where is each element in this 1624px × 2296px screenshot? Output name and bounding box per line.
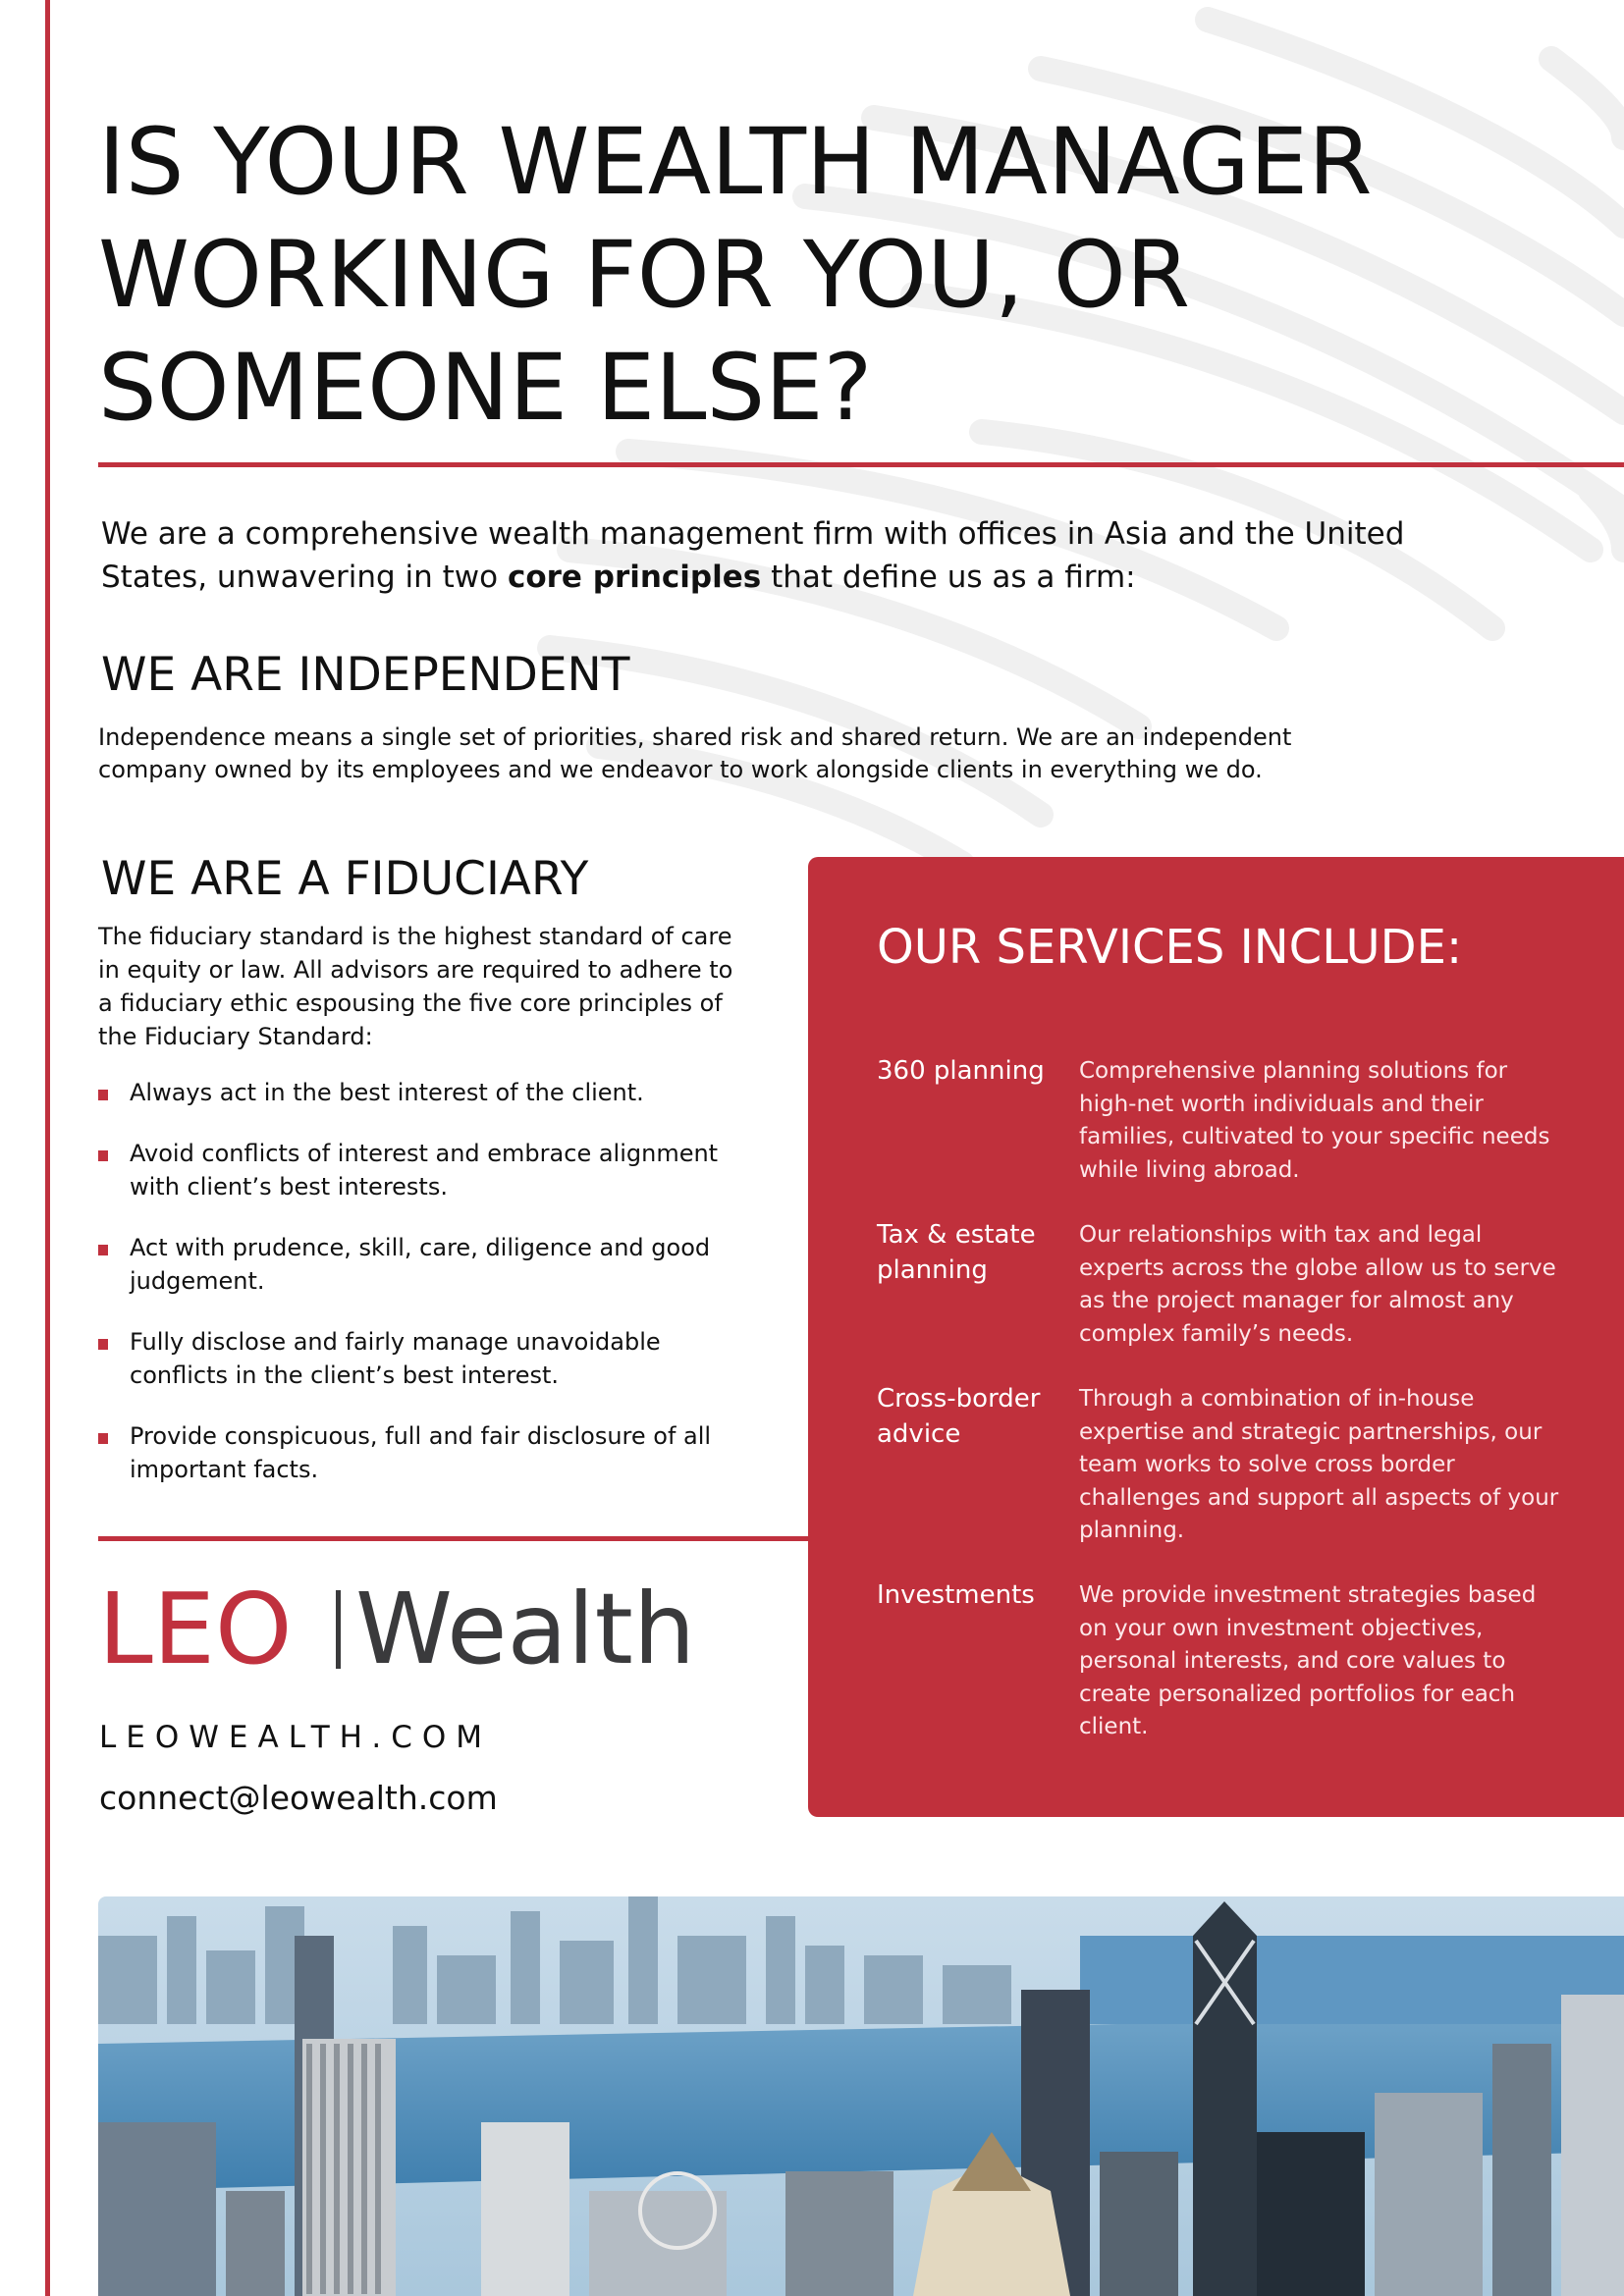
principle-text: Fully disclose and fairly manage unavoidable conflicts in the client’s best interest.	[130, 1328, 661, 1389]
fiduciary-principles-list	[98, 1076, 746, 1514]
website-link[interactable]: LEOWEALTH.COM	[99, 1720, 493, 1755]
fiduciary-heading: WE ARE A FIDUCIARY	[101, 852, 589, 906]
headline	[98, 106, 1522, 445]
fiduciary-text: The fiduciary standard is the highest standard of care in equity or law. All advisors are required to adhere to a fiduciary ethic espousing the five core principles of the Fiduciary Standard:	[98, 923, 733, 1050]
service-name: Cross-border advice	[877, 1384, 1041, 1449]
bullet-square-icon	[98, 1150, 108, 1161]
headline-line-3: SOMEONE ELSE?	[98, 335, 873, 442]
bullet-square-icon	[98, 1245, 108, 1255]
intro-paragraph	[101, 512, 1456, 599]
service-description: Through a combination of in-house expertise and strategic partnerships, our team works to solve cross border challenges and support all aspects of your planning.	[1079, 1386, 1559, 1543]
services-heading: OUR SERVICES INCLUDE:	[877, 920, 1463, 975]
service-name: 360 planning	[877, 1056, 1045, 1086]
principle-text: Avoid conflicts of interest and embrace alignment with client’s best interests.	[130, 1140, 719, 1201]
bullet-square-icon	[98, 1090, 108, 1100]
headline-line-1: IS YOUR WEALTH MANAGER	[98, 109, 1373, 216]
logo-leo-text: LEO	[98, 1580, 293, 1679]
list-item	[98, 1231, 746, 1298]
service-name: Tax & estate planning	[877, 1220, 1036, 1285]
intro-text-start: We are a comprehensive wealth management firm with offices in Asia and the United States, unwavering in two	[101, 516, 1405, 595]
service-name: Investments	[877, 1580, 1035, 1610]
principle-text: Provide conspicuous, full and fair disclosure of all important facts.	[130, 1422, 712, 1483]
footer-divider	[98, 1536, 810, 1541]
headline-divider	[98, 462, 1624, 467]
email-link[interactable]: connect@leowealth.com	[99, 1779, 498, 1817]
independent-heading: WE ARE INDEPENDENT	[101, 648, 630, 702]
principle-text: Always act in the best interest of the client.	[130, 1079, 644, 1106]
logo-wealth-text: Wealth	[355, 1580, 696, 1679]
services-panel	[808, 857, 1624, 1817]
list-item	[98, 1325, 746, 1392]
bullet-square-icon	[98, 1339, 108, 1350]
list-item	[98, 1137, 746, 1203]
leo-wealth-logo	[98, 1580, 736, 1679]
service-description: We provide investment strategies based on your own investment objectives, personal interests, and core values to create personalized portfolios for each client.	[1079, 1582, 1537, 1739]
list-item	[98, 1076, 746, 1109]
principle-text: Act with prudence, skill, care, diligence and good judgement.	[130, 1234, 711, 1295]
intro-bold-phrase: core principles	[507, 560, 762, 595]
headline-line-2: WORKING FOR YOU, OR	[98, 222, 1191, 329]
list-item	[98, 1419, 746, 1486]
logo-separator	[336, 1590, 341, 1669]
service-description: Comprehensive planning solutions for high-net worth individuals and their families, cultivated to your specific needs while living abroad.	[1079, 1058, 1550, 1183]
bullet-square-icon	[98, 1433, 108, 1444]
intro-text-end: that define us as a firm:	[761, 560, 1136, 595]
hong-kong-skyline-photo	[98, 1896, 1624, 2296]
independent-text: Independence means a single set of priorities, shared risk and shared return. We are an independent company owned by its employees and we endeavor to work alongside clients in everything we do.	[98, 723, 1292, 783]
service-description: Our relationships with tax and legal experts across the globe allow us to serve as the project manager for almost any complex family’s needs.	[1079, 1222, 1556, 1347]
